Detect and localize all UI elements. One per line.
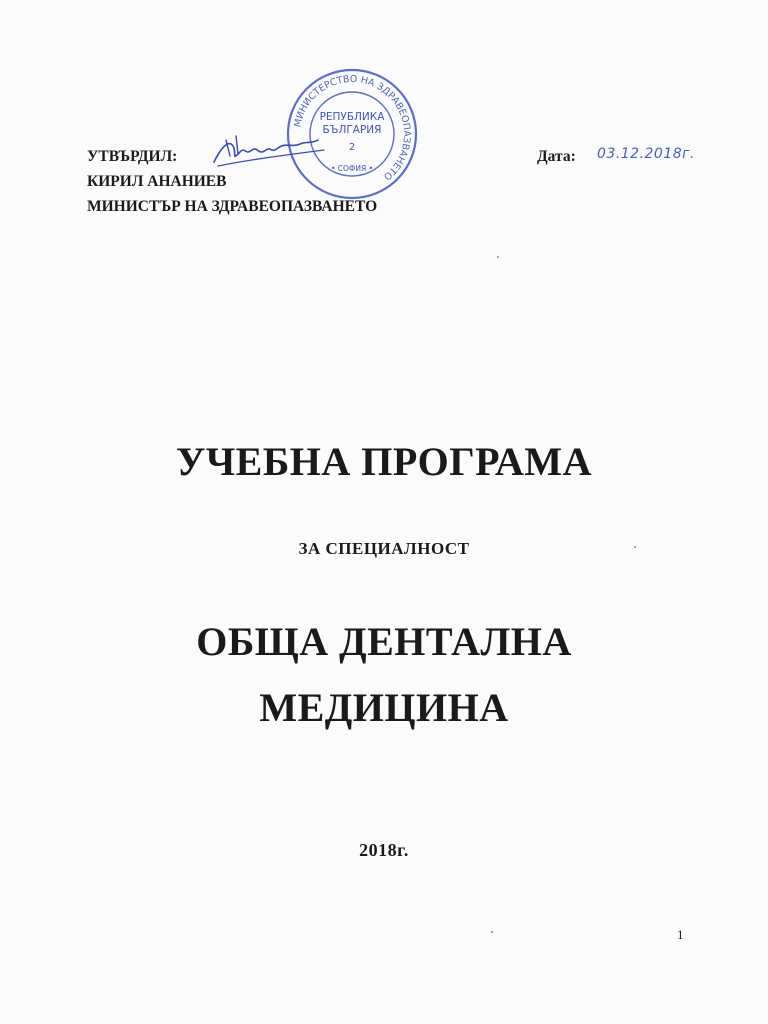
specialty-line-1: ОБЩА ДЕНТАЛНА [196, 619, 572, 664]
approved-label: УТВЪРДИЛ: [87, 148, 178, 165]
scan-speck [497, 256, 499, 258]
date-label: Дата: [537, 148, 576, 165]
approval-block [87, 144, 377, 219]
stamp-ring-text: МИНИСТЕРСТВО НА ЗДРАВЕОПАЗВАНЕТО [292, 73, 413, 182]
scan-speck [491, 931, 493, 933]
page-number: 1 [677, 927, 684, 942]
document-year: 2018г. [359, 840, 409, 860]
document-title: УЧЕБНА ПРОГРАМА [175, 439, 593, 484]
specialty-line-2: МЕДИЦИНА [259, 685, 509, 730]
stamp-city: • СОФИЯ • [330, 164, 374, 173]
stamp-number: 2 [348, 142, 356, 153]
approver-title: МИНИСТЪР НА ЗДРАВЕОПАЗВАНЕТО [87, 198, 378, 215]
approver-name: КИРИЛ АНАНИЕВ [87, 173, 227, 190]
scan-speck [634, 546, 636, 548]
stamp-line1: РЕПУБЛИКА [319, 111, 385, 123]
specialty-name [0, 609, 768, 741]
stamp-line2: БЪЛГАРИЯ [322, 124, 382, 136]
document-subtitle: ЗА СПЕЦИАЛНОСТ [298, 539, 470, 558]
handwritten-date: 03.12.2018г. [597, 146, 695, 162]
